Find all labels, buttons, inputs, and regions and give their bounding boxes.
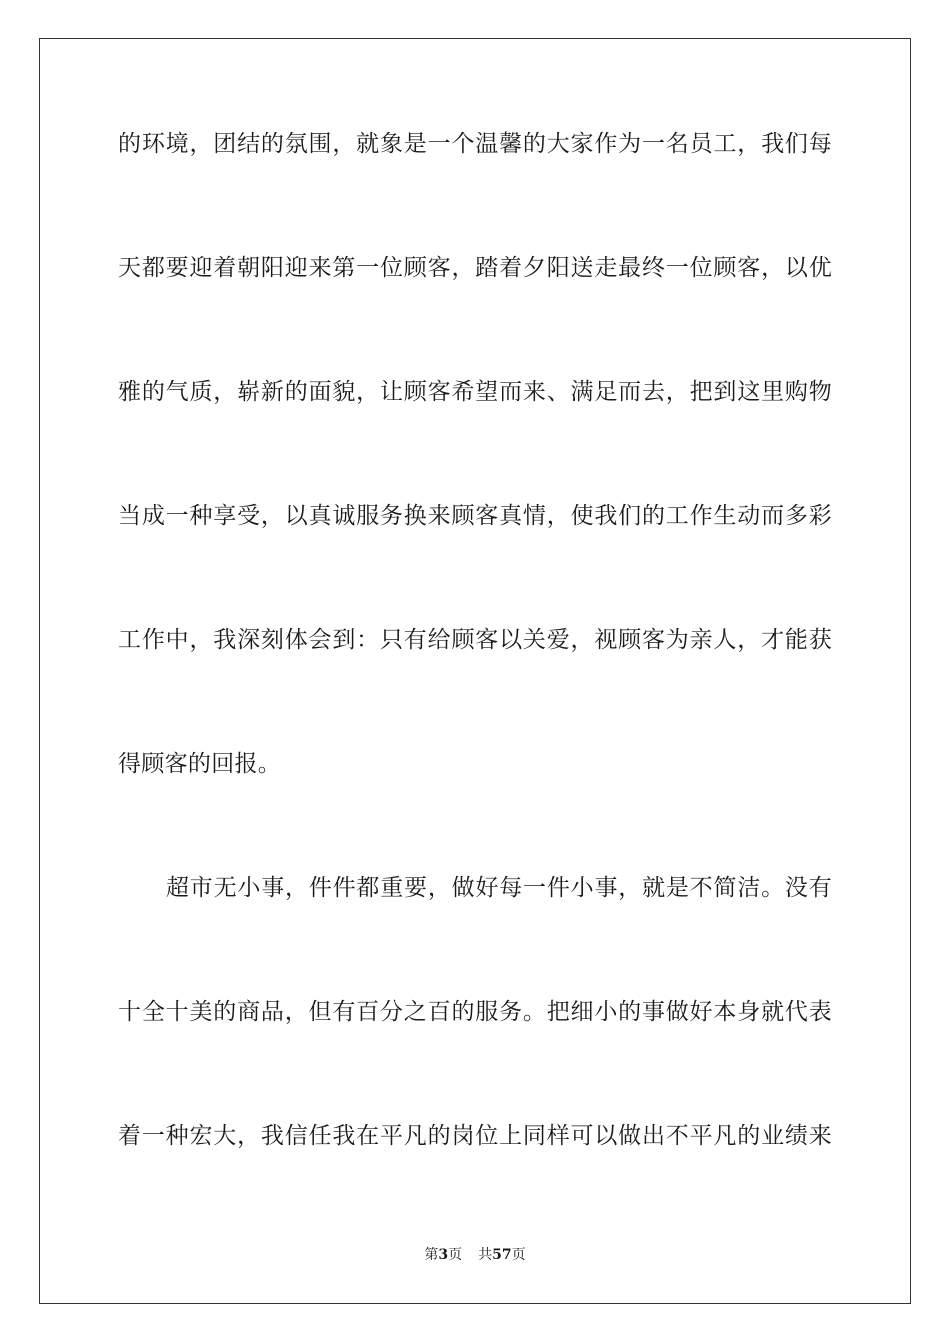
page-border <box>39 38 911 1304</box>
page-number: 3 <box>438 1247 449 1263</box>
page-footer <box>0 1245 950 1265</box>
page-suffix: 页 <box>448 1247 463 1263</box>
total-prefix: 共 <box>478 1247 493 1263</box>
total-pages: 57 <box>492 1247 512 1263</box>
paragraph-first-line: 超市无小事，件件都重要，做好每一件小事，就是不简洁。没有 <box>166 875 832 901</box>
text-line: 的环境，团结的氛围，就象是一个温馨的大家作为一名员工，我们每 <box>118 131 832 157</box>
text-line: 着一种宏大，我信任我在平凡的岗位上同样可以做出不平凡的业绩来 <box>118 1123 832 1149</box>
text-line: 得顾客的回报。 <box>118 751 282 777</box>
total-suffix: 页 <box>511 1247 526 1263</box>
text-line: 工作中，我深刻体会到：只有给顾客以关爱，视顾客为亲人，才能获 <box>118 627 832 653</box>
text-line: 十全十美的商品，但有百分之百的服务。把细小的事做好本身就代表 <box>118 999 832 1025</box>
page-prefix: 第 <box>424 1247 439 1263</box>
text-line: 当成一种享受，以真诚服务换来顾客真情，使我们的工作生动而多彩 <box>118 503 832 529</box>
text-line: 天都要迎着朝阳迎来第一位顾客，踏着夕阳送走最终一位顾客，以优 <box>118 255 832 281</box>
text-line: 雅的气质，崭新的面貌，让顾客希望而来、满足而去，把到这里购物 <box>118 379 832 405</box>
